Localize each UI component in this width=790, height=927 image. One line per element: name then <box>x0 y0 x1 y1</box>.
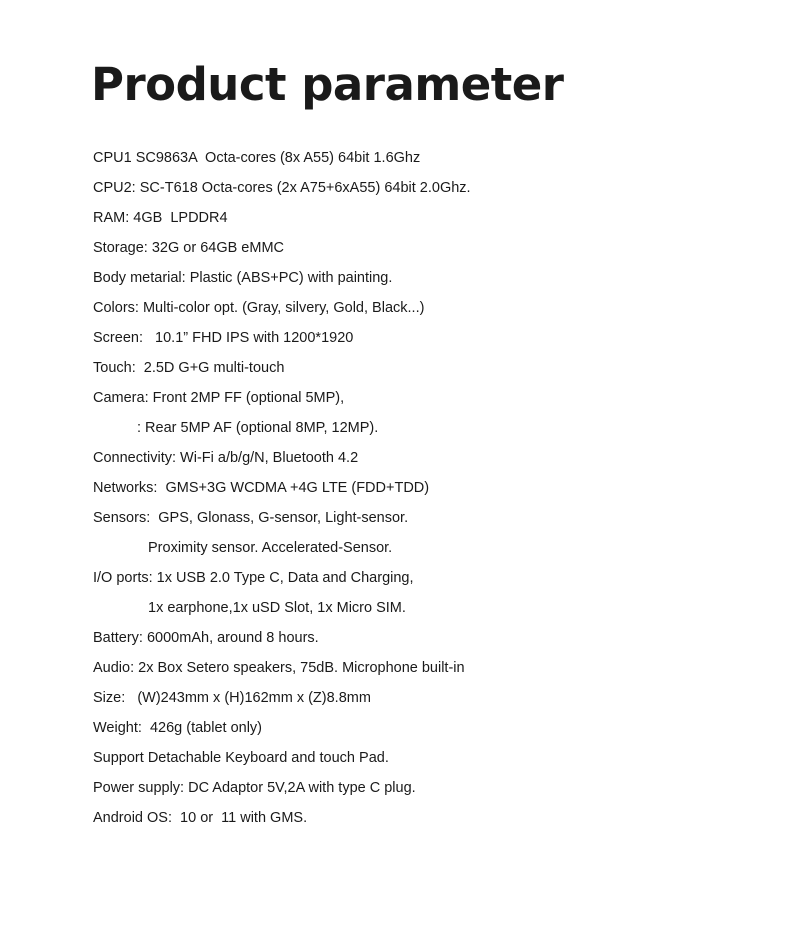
param-body-material: Body metarial: Plastic (ABS+PC) with painting. <box>93 270 393 286</box>
parameter-list <box>93 143 471 833</box>
param-camera-rear: : Rear 5MP AF (optional 8MP, 12MP). <box>137 420 379 436</box>
param-cpu2: CPU2: SC-T618 Octa-cores (2x A75+6xA55) 64bit 2.0Ghz. <box>93 180 471 196</box>
page-title: Product parameter <box>91 58 564 111</box>
param-android-os: Android OS: 10 or 11 with GMS. <box>93 810 308 826</box>
param-io-ports: I/O ports: 1x USB 2.0 Type C, Data and Charging, <box>93 570 414 586</box>
param-weight: Weight: 426g (tablet only) <box>93 720 262 736</box>
param-networks: Networks: GMS+3G WCDMA +4G LTE (FDD+TDD) <box>93 480 430 496</box>
param-ram: RAM: 4GB LPDDR4 <box>93 210 228 226</box>
param-sensors-continued: Proximity sensor. Accelerated-Sensor. <box>148 540 393 556</box>
param-battery: Battery: 6000mAh, around 8 hours. <box>93 630 319 646</box>
param-size: Size: (W)243mm x (H)162mm x (Z)8.8mm <box>93 690 371 706</box>
param-connectivity: Connectivity: Wi-Fi a/b/g/N, Bluetooth 4.2 <box>93 450 359 466</box>
param-cpu1: CPU1 SC9863A Octa-cores (8x A55) 64bit 1.6Ghz <box>93 150 421 166</box>
param-keyboard-support: Support Detachable Keyboard and touch Pad. <box>93 750 389 766</box>
param-touch: Touch: 2.5D G+G multi-touch <box>93 360 285 376</box>
param-storage: Storage: 32G or 64GB eMMC <box>93 240 284 256</box>
param-io-ports-continued: 1x earphone,1x uSD Slot, 1x Micro SIM. <box>148 600 406 616</box>
param-screen: Screen: 10.1” FHD IPS with 1200*1920 <box>93 330 354 346</box>
param-power-supply: Power supply: DC Adaptor 5V,2A with type C plug. <box>93 780 416 796</box>
param-sensors: Sensors: GPS, Glonass, G-sensor, Light-sensor. <box>93 510 409 526</box>
param-camera-front: Camera: Front 2MP FF (optional 5MP), <box>93 390 345 406</box>
param-audio: Audio: 2x Box Setero speakers, 75dB. Microphone built-in <box>93 660 465 676</box>
param-colors: Colors: Multi-color opt. (Gray, silvery, Gold, Black...) <box>93 300 425 316</box>
